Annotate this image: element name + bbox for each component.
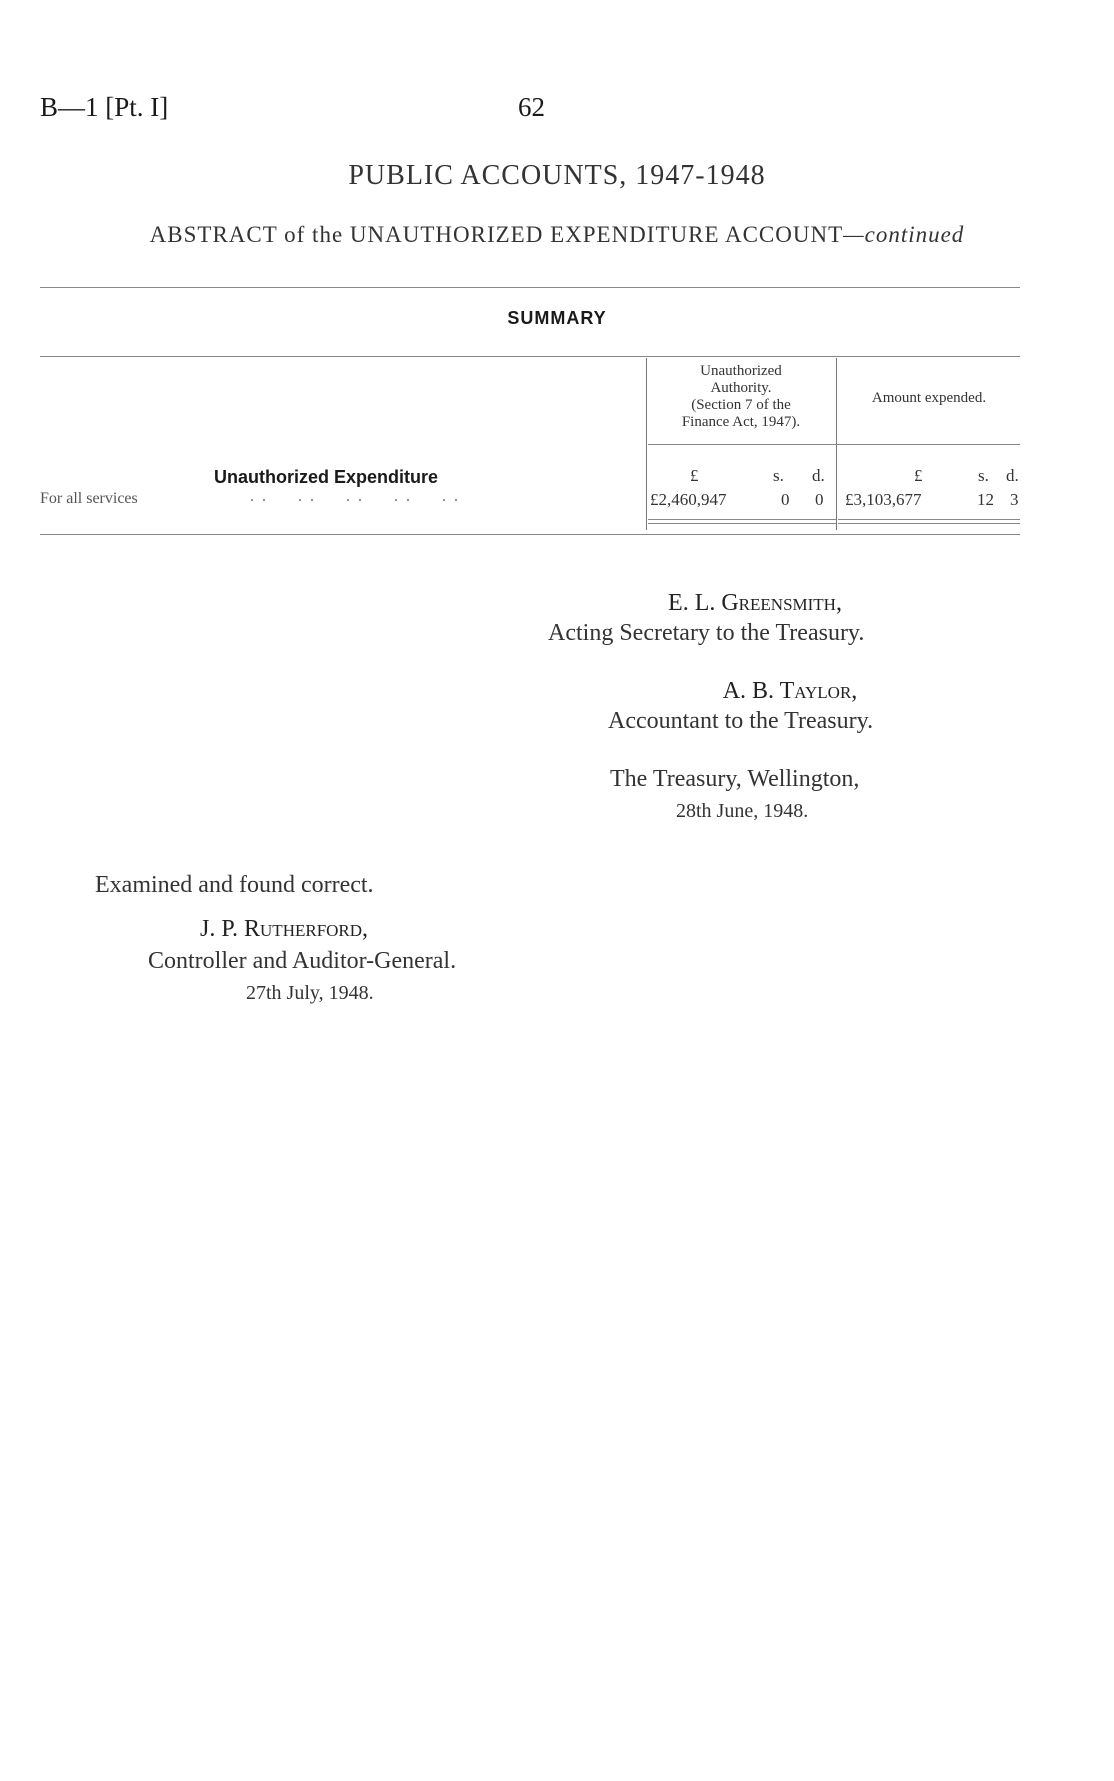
page-title: PUBLIC ACCOUNTS, 1947-1948 [348,160,766,191]
auditor-name [200,916,368,943]
audit-date: 27th July, 1948. [246,982,374,1004]
table-bottom-rule [40,534,1020,535]
expended-total-rule-1 [838,519,1020,520]
authority-heading-line4: Finance Act, 1947). [681,414,801,430]
expended-pence-value: 3 [1010,490,1019,509]
treasury-place: The Treasury, Wellington, [610,766,860,792]
summary-heading: SUMMARY [507,308,607,328]
expended-unit-pence: d. [1006,466,1019,485]
column-heading-rule [648,444,1020,445]
expended-shillings-value: 12 [977,490,994,509]
signatory2-name [590,678,990,705]
header-rule [40,356,1020,357]
expended-unit-shilling: s. [978,466,989,485]
top-rule [40,287,1020,288]
expended-column-heading: Amount expended. [871,390,987,406]
page-subtitle [0,222,1114,248]
signatory1-name-text: E. L. Greensmith, [668,590,842,616]
page-number: 62 [518,92,545,122]
authority-heading-line1: Unauthorized [700,363,782,379]
expended-pounds-value: £3,103,677 [845,490,922,509]
expended-total-rule-2 [838,523,1020,524]
subtitle-main: ABSTRACT of the UNAUTHORIZED EXPENDITURE ACCOUNT [149,222,844,247]
expended-unit-pound: £ [914,466,923,485]
row-group-label: Unauthorized Expenditure [214,467,439,487]
auditor-title: Controller and Auditor-General. [148,948,457,974]
authority-column-heading [648,363,834,431]
auditor-name-text: J. P. Rutherford, [200,916,369,942]
document-reference: B—1 [Pt. I] [40,92,169,122]
authority-unit-pound: £ [690,466,699,485]
authority-shillings-value: 0 [781,490,790,509]
signatory1-title: Acting Secretary to the Treasury. [548,620,865,646]
signatory2-name-text: A. B. Taylor, [722,678,858,704]
authority-unit-pence: d. [812,466,825,485]
authority-pounds-value: £2,460,947 [650,490,727,509]
signatory1-name [520,590,990,617]
authority-unit-shilling: s. [773,466,784,485]
authority-total-rule-1 [648,519,836,520]
authority-heading-line2: Authority. [710,380,772,396]
row-label: For all services [40,490,138,507]
treasury-date: 28th June, 1948. [676,800,809,822]
authority-heading-line3: (Section 7 of the [691,397,791,413]
row-leader-dots: . . . . . . . . . . [250,488,460,505]
authority-pence-value: 0 [815,490,824,509]
authority-total-rule-2 [648,523,836,524]
subtitle-suffix: —continued [843,222,965,247]
table-column-divider-1 [646,358,647,530]
signatory2-title: Accountant to the Treasury. [608,708,874,734]
audit-statement: Examined and found correct. [95,872,374,898]
